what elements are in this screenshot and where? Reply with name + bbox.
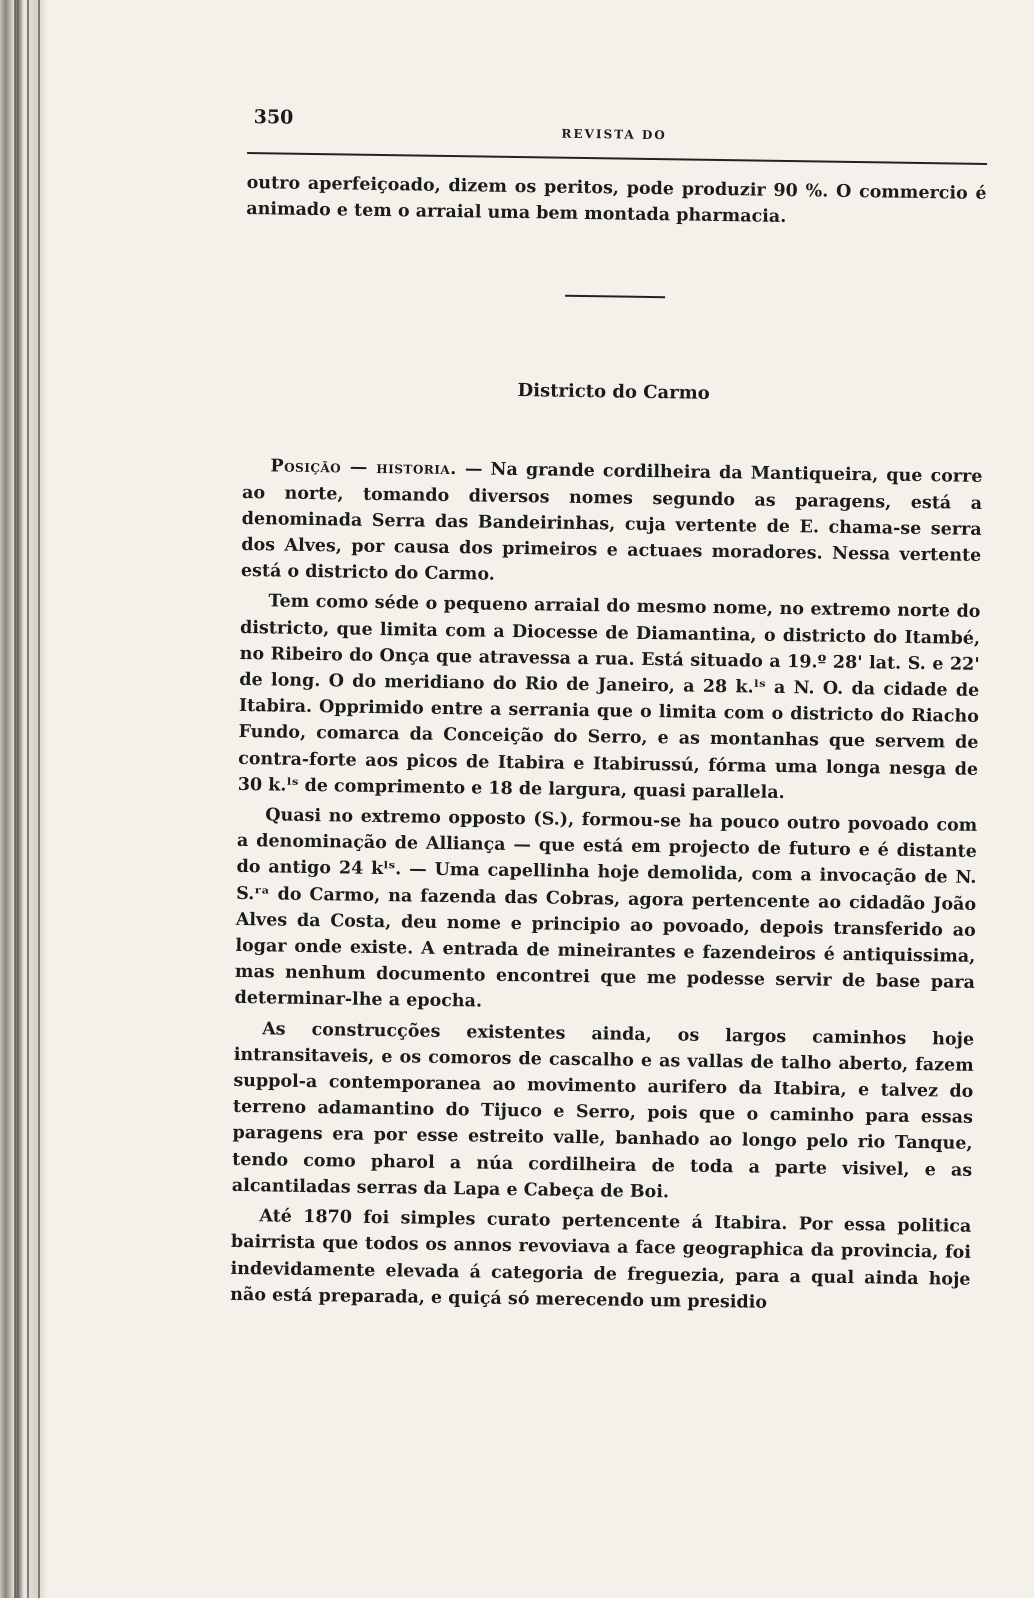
book-page: [230, 96, 988, 1319]
paragraph-5: Até 1870 foi simples curato pertencente á Itabira. Por essa politica bairrista que todos os annos revoviava a face geographica da provincia, foi indevidamente elevada á categoria de freguezia, para a qual ainda hoje não está preparada, e quiçá só merecendo um presidio: [230, 1206, 972, 1313]
intro-paragraph: outro aperfeiçoado, dizem os peritos, pode produzir 90 %. O commercio é animado e tem o arraial uma bem montada pharmacia.: [246, 172, 987, 228]
section-separator: [565, 295, 665, 298]
page-number: 350: [253, 106, 294, 129]
running-head: REVISTA DO: [561, 126, 667, 143]
paragraph-1: [241, 453, 983, 595]
paragraph-1-body: — Na grande cordilheira da Mantiqueira, que corre ao norte, tomando diversos nomes segundo as paragens, está a denominada Serra das Bandeirinhas, cuja vertente de E. chama-se serra dos Alves, por causa dos primeiros e actuaes moradores. Nessa vertente está o districto do Carmo.: [240, 459, 983, 585]
paragraph-1-lead: Posição — historia.: [270, 456, 457, 480]
page-header: [247, 96, 988, 159]
book-spine-shadow: [0, 0, 48, 1598]
paragraph-2: Tem como séde o pequeno arraial do mesmo nome, no extremo norte do districto, que limita com a Diocesse de Diamantina, o districto do Itambé, no Ribeiro do Onça que atravessa a rua. Está situado a 19.º 28' lat. S. e 22' de long. O do meridiano do Rio de Janeiro, a 28 k.ˡˢ a N. O. da cidade de Itabira. Opprimido entre a serrania que o limita com o districto do Riacho Fundo, comarca da Conceição do Serro, e as montanhas que servem de contra-forte aos picos de Itabira e Itabirussú, fórma uma longa nesga de 30 k.ˡˢ de comprimento e 18 de largura, quasi parallela.: [237, 591, 981, 803]
section-title: Districto do Carmo: [517, 380, 710, 405]
paragraph-3: Quasi no extremo opposto (S.), formou-se ha pouco outro povoado com a denominação de Alliança — que está em projecto de futuro e é distante do antigo 24 kˡˢ. — Uma capellinha hoje demolida, com a invocação de N. S.ʳᵃ do Carmo, na fazenda das Cobras, agora pertencente ao cidadão João Alves da Costa, deu nome e principio ao povoado, depois transferido ao logar onde existe. A entrada de mineirantes e fazendeiros é antiquissima, mas nenhum documento encontrei que me podesse servir de base para determinar-lhe a epocha.: [234, 805, 978, 1013]
paragraph-4: As construcções existentes ainda, os largos caminhos hoje intransitaveis, e os comoros de cascalho e as vallas de talho aberto, fazem suppol-a contemporanea ao movimento aurifero da Itabira, e talvez do terreno adamantino do Tijuco e Serro, pois que o caminho para essas paragens era por esse estreito valle, banhado ao longo pelo rio Tanque, tendo como pharol a núa cordilheira de toda a parte visivel, e as alcantiladas serras da Lapa e Cabeça de Boi.: [231, 1018, 975, 1203]
